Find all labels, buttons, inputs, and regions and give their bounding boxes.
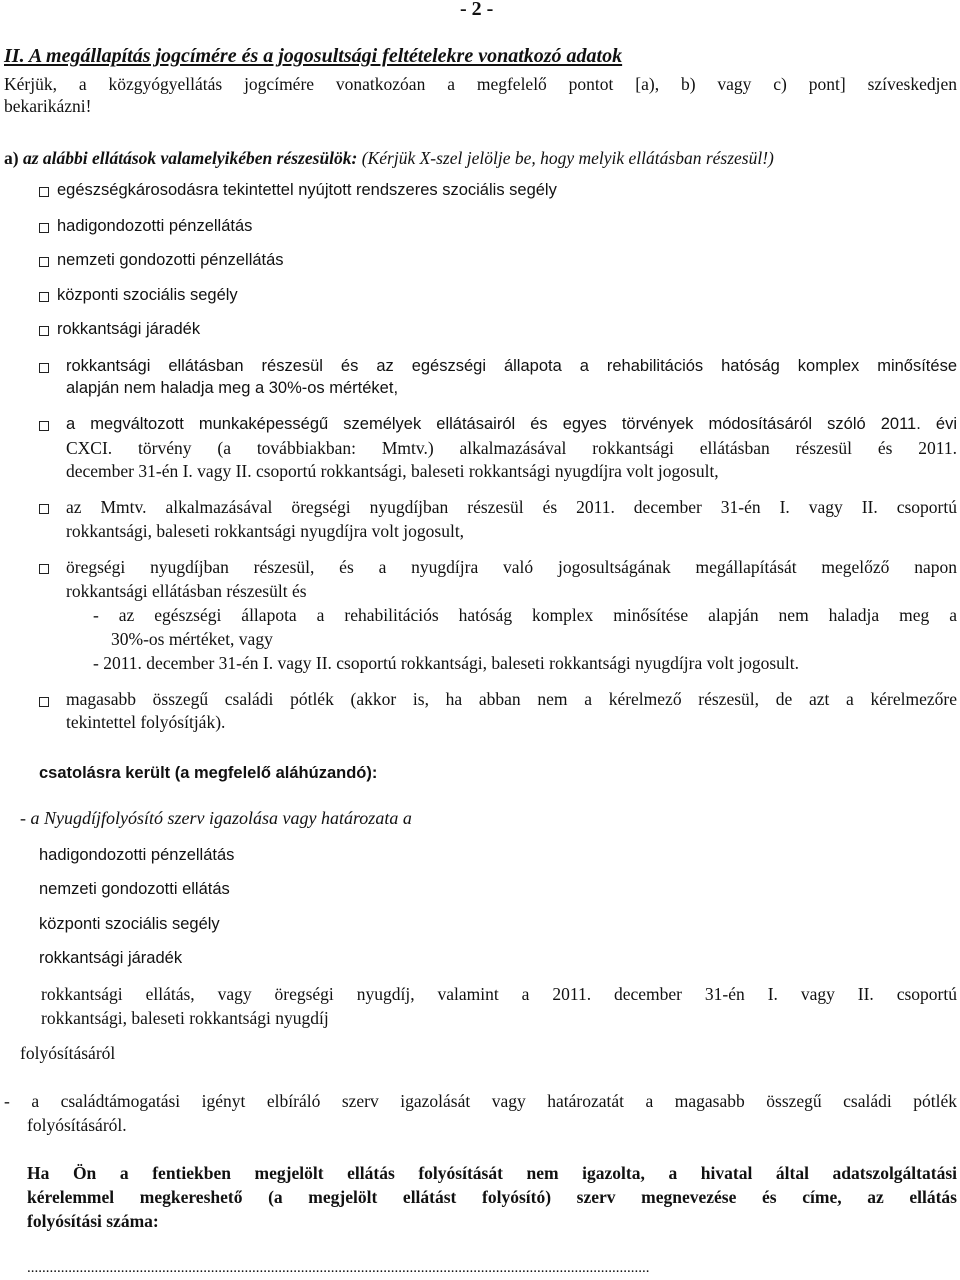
point-a-heading [4, 148, 774, 169]
attachments-item-1-intro: - a Nyugdíjfolyósító szerv igazolása vagy határozata a [20, 808, 412, 828]
page-number: - 2 - [460, 0, 494, 20]
checkbox-option-1[interactable] [39, 187, 49, 197]
option-2-label: hadigondozotti pénzellátás [57, 217, 253, 235]
attachment-option-nemzeti-gondozotti[interactable]: nemzeti gondozotti ellátás [39, 880, 230, 898]
intro-line-2: bekarikázni! [4, 96, 92, 116]
attachment-option-hadigondozotti[interactable]: hadigondozotti pénzellátás [39, 846, 235, 864]
option-9-sub-1-line-2: 30%-os mértéket, vagy [111, 629, 273, 649]
option-9-sub-2: - 2011. december 31-én I. vagy II. csoportú rokkantsági, baleseti rokkantsági nyugdíjra volt jogosult. [93, 653, 799, 673]
option-4-label: központi szociális segély [57, 286, 238, 304]
checkbox-option-3[interactable] [39, 257, 49, 267]
option-8-line-1: az Mmtv. alkalmazásával öregségi nyugdíjban részesül és 2011. december 31-én I. vagy II. csoportú [66, 497, 957, 517]
option-6-line-1: rokkantsági ellátásban részesül és az egészségi állapota a rehabilitációs hatóság komplex minősítése [66, 357, 957, 375]
intro-line-1: Kérjük, a közgyógyellátás jogcímére vonatkozóan a megfelelő pontot [a), b) vagy c) pont] szíveskedjen [4, 74, 957, 94]
checkbox-option-5[interactable] [39, 326, 49, 336]
checkbox-option-4[interactable] [39, 292, 49, 302]
attachments-item-2-line-1: - a családtámogatási igényt elbíráló szerv igazolását vagy határozatát a magasabb összegű családi pótlék [4, 1091, 957, 1111]
point-a-title: az alábbi ellátások valamelyikében részesülök: [22, 148, 358, 168]
attachments-item-1-tail: folyósításáról [20, 1043, 116, 1063]
option-10-line-2: tekintettel folyósítják). [66, 712, 226, 732]
point-a-instruction: (Kérjük X-szel jelölje be, hogy melyik ellátásban részesül!) [361, 148, 774, 168]
attachment-option-rokkantsagi-ellatas-line-1[interactable]: rokkantsági ellátás, vagy öregségi nyugdíj, valamint a 2011. december 31-én I. vagy II. csoportú [41, 984, 957, 1004]
option-3-label: nemzeti gondozotti pénzellátás [57, 251, 284, 269]
closing-line-3: folyósítási száma: [27, 1211, 159, 1231]
attachment-option-kozponti-szocialis[interactable]: központi szociális segély [39, 915, 220, 933]
option-10-line-1: magasabb összegű családi pótlék (akkor is, ha abban nem a kérelmező részesül, de azt a kérelmezőre [66, 689, 957, 709]
point-a-label: a) [4, 148, 19, 168]
option-9-line-2: rokkantsági ellátásban részesült és [66, 581, 307, 601]
option-7-line-1: a megváltozott munkaképességű személyek ellátásairól és egyes törvények módosításáról szóló 2011. évi [66, 415, 957, 433]
checkbox-option-9[interactable] [39, 564, 49, 574]
checkbox-option-8[interactable] [39, 504, 49, 514]
closing-line-2: kérelemmel megkereshető (a megjelölt ellátást folyósító) szerv megnevezése és címe, az ellátás [27, 1187, 957, 1207]
attachments-item-2-line-2: folyósításáról. [27, 1115, 127, 1135]
checkbox-option-10[interactable] [39, 697, 49, 707]
option-1-label: egészségkárosodásra tekintettel nyújtott rendszeres szociális segély [57, 181, 557, 199]
option-9-line-1: öregségi nyugdíjban részesül, és a nyugdíjra való jogosultságának megállapítását megelőző napon [66, 557, 957, 577]
checkbox-option-2[interactable] [39, 223, 49, 233]
option-6-line-2: alapján nem haladja meg a 30%-os mértéket, [66, 379, 399, 397]
option-7-line-3: december 31-én I. vagy II. csoportú rokkantsági, baleseti rokkantsági nyugdíjra volt jogosult, [66, 461, 719, 481]
attachment-option-rokkantsagi-jaradek[interactable]: rokkantsági járadék [39, 949, 183, 967]
attachment-option-rokkantsagi-ellatas-line-2[interactable]: rokkantsági, baleseti rokkantsági nyugdíj [41, 1008, 329, 1028]
option-7-line-2: CXCI. törvény (a továbbiakban: Mmtv.) alkalmazásával rokkantsági ellátásban részesül és 2011. [66, 438, 957, 458]
answer-dotted-line[interactable]: ...................................................................................................................................................................... [27, 1260, 650, 1276]
attachments-heading: csatolásra került (a megfelelő aláhúzandó): [39, 764, 378, 782]
checkbox-option-6[interactable] [39, 363, 49, 373]
checkbox-option-7[interactable] [39, 421, 49, 431]
option-5-label: rokkantsági járadék [57, 320, 201, 338]
option-9-sub-1-line-1: - az egészségi állapota a rehabilitációs hatóság komplex minősítése alapján nem haladja meg a [93, 605, 957, 625]
option-8-line-2: rokkantsági, baleseti rokkantsági nyugdíjra volt jogosult, [66, 521, 465, 541]
section-title: II. A megállapítás jogcímére és a jogosultsági feltételekre vonatkozó adatok [4, 45, 623, 67]
closing-line-1: Ha Ön a fentiekben megjelölt ellátás folyósítását nem igazolta, a hivatal által adatszolgáltatási [27, 1163, 957, 1183]
